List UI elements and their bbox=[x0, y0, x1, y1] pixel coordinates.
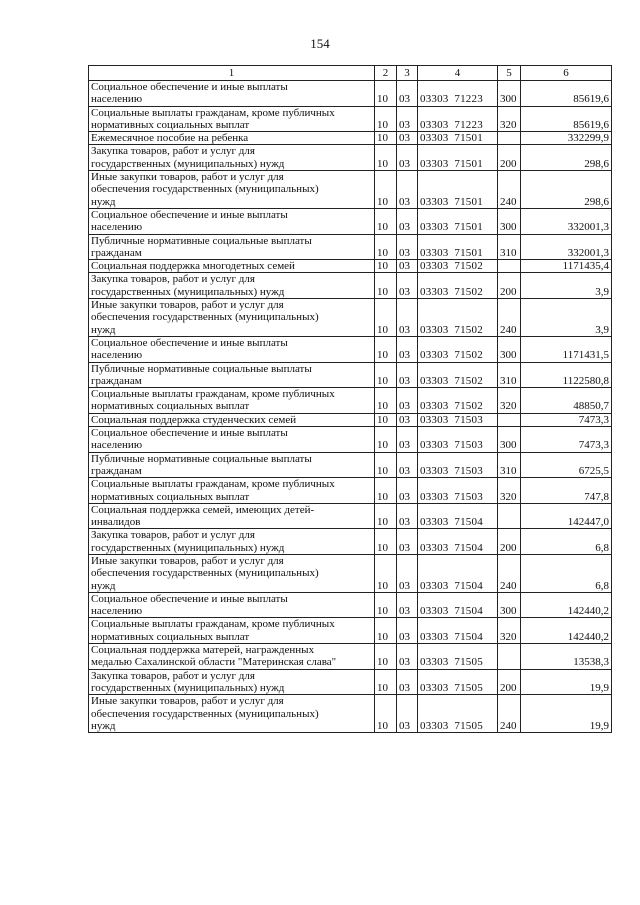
section-code-cell: 10 bbox=[375, 427, 397, 453]
row-name-line: нормативных социальных выплат bbox=[91, 400, 250, 413]
subsection-code-cell: 03 bbox=[397, 260, 418, 273]
row-name-line: Публичные нормативные социальные выплаты bbox=[91, 234, 312, 247]
expense-type-cell: 320 bbox=[498, 618, 521, 644]
target-article-cell: 03303 71223 bbox=[418, 81, 498, 107]
row-name-line: инвалидов bbox=[91, 516, 141, 529]
row-name-cell bbox=[89, 171, 375, 209]
amount-cell: 6,8 bbox=[521, 529, 612, 555]
target-article-cell: 03303 71502 bbox=[418, 362, 498, 388]
target-article-cell: 03303 71505 bbox=[418, 695, 498, 733]
target-article-cell: 03303 71504 bbox=[418, 618, 498, 644]
amount-cell: 7473,3 bbox=[521, 413, 612, 426]
target-article-cell: 03303 71501 bbox=[418, 234, 498, 260]
row-name-cell bbox=[89, 695, 375, 733]
row-name-cell bbox=[89, 554, 375, 592]
row-name-line: Социальное обеспечение и иные выплаты bbox=[91, 81, 288, 93]
row-name-line: государственных (муниципальных) нужд bbox=[91, 157, 285, 170]
subsection-code-cell: 03 bbox=[397, 478, 418, 504]
row-name-line: Социальная поддержка матерей, награжденных bbox=[91, 644, 315, 657]
row-name-line: нужд bbox=[91, 579, 116, 592]
subsection-code-cell: 03 bbox=[397, 273, 418, 299]
amount-cell: 1122580,8 bbox=[521, 362, 612, 388]
row-name-cell bbox=[89, 273, 375, 299]
row-name-line: гражданам bbox=[91, 464, 142, 477]
table-row bbox=[89, 362, 612, 388]
row-name-line: Публичные нормативные социальные выплаты bbox=[91, 362, 312, 375]
subsection-code-cell: 03 bbox=[397, 669, 418, 695]
subsection-code-cell: 03 bbox=[397, 413, 418, 426]
expense-type-cell: 200 bbox=[498, 273, 521, 299]
amount-cell: 332001,3 bbox=[521, 234, 612, 260]
subsection-code-cell: 03 bbox=[397, 452, 418, 478]
subsection-code-cell: 03 bbox=[397, 388, 418, 414]
row-name-line: Публичные нормативные социальные выплаты bbox=[91, 452, 312, 465]
row-name-cell bbox=[89, 618, 375, 644]
section-code-cell: 10 bbox=[375, 234, 397, 260]
subsection-code-cell: 03 bbox=[397, 81, 418, 107]
row-name-line: нормативных социальных выплат bbox=[91, 490, 250, 503]
row-name-line: государственных (муниципальных) нужд bbox=[91, 681, 285, 694]
target-article-cell: 03303 71501 bbox=[418, 132, 498, 145]
row-name-line: Социальное обеспечение и иные выплаты bbox=[91, 208, 288, 221]
subsection-code-cell: 03 bbox=[397, 171, 418, 209]
row-name-cell bbox=[89, 503, 375, 529]
target-article-cell: 03303 71502 bbox=[418, 260, 498, 273]
subsection-code-cell: 03 bbox=[397, 592, 418, 618]
amount-cell: 1171431,5 bbox=[521, 336, 612, 362]
row-name-line: Закупка товаров, работ и услуг для bbox=[91, 669, 255, 682]
amount-cell: 332299,9 bbox=[521, 132, 612, 145]
amount-cell: 298,6 bbox=[521, 171, 612, 209]
row-name-cell bbox=[89, 106, 375, 132]
column-header: 5 bbox=[498, 66, 521, 81]
table-row bbox=[89, 208, 612, 234]
subsection-code-cell: 03 bbox=[397, 336, 418, 362]
row-name-line: Социальные выплаты гражданам, кроме публичных bbox=[91, 618, 335, 631]
expense-type-cell: 310 bbox=[498, 452, 521, 478]
subsection-code-cell: 03 bbox=[397, 234, 418, 260]
table-row bbox=[89, 106, 612, 132]
table-row bbox=[89, 695, 612, 733]
target-article-cell: 03303 71502 bbox=[418, 299, 498, 337]
column-header: 3 bbox=[397, 66, 418, 81]
table-row bbox=[89, 388, 612, 414]
row-name-line: населению bbox=[91, 605, 143, 618]
section-code-cell: 10 bbox=[375, 273, 397, 299]
expense-type-cell: 240 bbox=[498, 695, 521, 733]
table-row bbox=[89, 452, 612, 478]
row-name-line: нормативных социальных выплат bbox=[91, 118, 250, 131]
amount-cell: 13538,3 bbox=[521, 644, 612, 670]
expense-type-cell: 300 bbox=[498, 208, 521, 234]
row-name-line: государственных (муниципальных) нужд bbox=[91, 285, 285, 298]
subsection-code-cell: 03 bbox=[397, 208, 418, 234]
amount-cell: 6,8 bbox=[521, 554, 612, 592]
target-article-cell: 03303 71503 bbox=[418, 413, 498, 426]
row-name-cell bbox=[89, 388, 375, 414]
row-name-line: медалью Сахалинской области "Материнская слава" bbox=[91, 656, 337, 669]
section-code-cell: 10 bbox=[375, 171, 397, 209]
row-name-line: Социальные выплаты гражданам, кроме публичных bbox=[91, 478, 335, 491]
row-name-line: Социальная поддержка студенческих семей bbox=[91, 413, 297, 426]
amount-cell: 747,8 bbox=[521, 478, 612, 504]
expense-type-cell: 300 bbox=[498, 81, 521, 107]
row-name-line: Иные закупки товаров, работ и услуг для bbox=[91, 695, 284, 708]
row-name-cell bbox=[89, 362, 375, 388]
row-name-line: обеспечения государственных (муниципальных) bbox=[91, 183, 319, 196]
row-name-line: нужд bbox=[91, 323, 116, 336]
table-row bbox=[89, 618, 612, 644]
amount-cell: 332001,3 bbox=[521, 208, 612, 234]
amount-cell: 19,9 bbox=[521, 669, 612, 695]
section-code-cell: 10 bbox=[375, 529, 397, 555]
column-header: 1 bbox=[89, 66, 375, 81]
subsection-code-cell: 03 bbox=[397, 503, 418, 529]
amount-cell: 298,6 bbox=[521, 145, 612, 171]
row-name-line: населению bbox=[91, 439, 143, 452]
amount-cell: 48850,7 bbox=[521, 388, 612, 414]
section-code-cell: 10 bbox=[375, 413, 397, 426]
row-name-line: Закупка товаров, работ и услуг для bbox=[91, 529, 255, 542]
section-code-cell: 10 bbox=[375, 452, 397, 478]
subsection-code-cell: 03 bbox=[397, 529, 418, 555]
amount-cell: 3,9 bbox=[521, 299, 612, 337]
subsection-code-cell: 03 bbox=[397, 299, 418, 337]
target-article-cell: 03303 71502 bbox=[418, 336, 498, 362]
subsection-code-cell: 03 bbox=[397, 554, 418, 592]
table-row bbox=[89, 669, 612, 695]
row-name-line: Социальное обеспечение и иные выплаты bbox=[91, 427, 288, 440]
table-row bbox=[89, 273, 612, 299]
row-name-line: гражданам bbox=[91, 374, 142, 387]
row-name-cell bbox=[89, 81, 375, 107]
table-row bbox=[89, 336, 612, 362]
subsection-code-cell: 03 bbox=[397, 644, 418, 670]
expense-type-cell: 320 bbox=[498, 388, 521, 414]
section-code-cell: 10 bbox=[375, 695, 397, 733]
expense-type-cell: 300 bbox=[498, 336, 521, 362]
target-article-cell: 03303 71502 bbox=[418, 388, 498, 414]
table-row bbox=[89, 234, 612, 260]
table-row bbox=[89, 413, 612, 426]
table-row bbox=[89, 503, 612, 529]
row-name-cell bbox=[89, 452, 375, 478]
row-name-line: обеспечения государственных (муниципальных) bbox=[91, 707, 319, 720]
table-row bbox=[89, 478, 612, 504]
section-code-cell: 10 bbox=[375, 592, 397, 618]
row-name-line: обеспечения государственных (муниципальных) bbox=[91, 311, 319, 324]
expense-type-cell: 310 bbox=[498, 362, 521, 388]
amount-cell: 3,9 bbox=[521, 273, 612, 299]
budget-table bbox=[88, 65, 612, 733]
target-article-cell: 03303 71505 bbox=[418, 669, 498, 695]
amount-cell: 7473,3 bbox=[521, 427, 612, 453]
row-name-line: Иные закупки товаров, работ и услуг для bbox=[91, 299, 284, 312]
expense-type-cell bbox=[498, 413, 521, 426]
expense-type-cell: 320 bbox=[498, 106, 521, 132]
expense-type-cell bbox=[498, 132, 521, 145]
expense-type-cell bbox=[498, 503, 521, 529]
row-name-line: Социальная поддержка семей, имеющих детей- bbox=[91, 503, 315, 516]
target-article-cell: 03303 71503 bbox=[418, 452, 498, 478]
amount-cell: 19,9 bbox=[521, 695, 612, 733]
target-article-cell: 03303 71502 bbox=[418, 273, 498, 299]
section-code-cell: 10 bbox=[375, 260, 397, 273]
target-article-cell: 03303 71501 bbox=[418, 208, 498, 234]
column-header: 4 bbox=[418, 66, 498, 81]
target-article-cell: 03303 71504 bbox=[418, 529, 498, 555]
section-code-cell: 10 bbox=[375, 618, 397, 644]
row-name-line: Иные закупки товаров, работ и услуг для bbox=[91, 171, 284, 184]
target-article-cell: 03303 71501 bbox=[418, 145, 498, 171]
subsection-code-cell: 03 bbox=[397, 145, 418, 171]
expense-type-cell: 200 bbox=[498, 669, 521, 695]
target-article-cell: 03303 71504 bbox=[418, 592, 498, 618]
section-code-cell: 10 bbox=[375, 81, 397, 107]
table-row bbox=[89, 427, 612, 453]
expense-type-cell: 240 bbox=[498, 171, 521, 209]
row-name-line: Иные закупки товаров, работ и услуг для bbox=[91, 554, 284, 567]
section-code-cell: 10 bbox=[375, 132, 397, 145]
subsection-code-cell: 03 bbox=[397, 695, 418, 733]
subsection-code-cell: 03 bbox=[397, 618, 418, 644]
expense-type-cell: 240 bbox=[498, 299, 521, 337]
row-name-cell bbox=[89, 427, 375, 453]
table-row bbox=[89, 145, 612, 171]
row-name-cell bbox=[89, 644, 375, 670]
section-code-cell: 10 bbox=[375, 106, 397, 132]
expense-type-cell: 320 bbox=[498, 478, 521, 504]
target-article-cell: 03303 71504 bbox=[418, 503, 498, 529]
expense-type-cell: 200 bbox=[498, 529, 521, 555]
target-article-cell: 03303 71503 bbox=[418, 427, 498, 453]
row-name-cell bbox=[89, 260, 375, 273]
section-code-cell: 10 bbox=[375, 644, 397, 670]
target-article-cell: 03303 71223 bbox=[418, 106, 498, 132]
row-name-cell bbox=[89, 529, 375, 555]
amount-cell: 1171435,4 bbox=[521, 260, 612, 273]
amount-cell: 142440,2 bbox=[521, 618, 612, 644]
section-code-cell: 10 bbox=[375, 669, 397, 695]
column-header: 2 bbox=[375, 66, 397, 81]
amount-cell: 6725,5 bbox=[521, 452, 612, 478]
row-name-line: Закупка товаров, работ и услуг для bbox=[91, 273, 255, 286]
subsection-code-cell: 03 bbox=[397, 362, 418, 388]
target-article-cell: 03303 71503 bbox=[418, 478, 498, 504]
row-name-line: Социальное обеспечение и иные выплаты bbox=[91, 336, 288, 349]
row-name-line: населению bbox=[91, 221, 143, 234]
table-header-row bbox=[89, 66, 612, 81]
row-name-line: нужд bbox=[91, 195, 116, 208]
amount-cell: 85619,6 bbox=[521, 106, 612, 132]
row-name-line: Ежемесячное пособие на ребенка bbox=[91, 132, 249, 145]
row-name-line: Социальные выплаты гражданам, кроме публичных bbox=[91, 106, 335, 119]
amount-cell: 142440,2 bbox=[521, 592, 612, 618]
column-header: 6 bbox=[521, 66, 612, 81]
section-code-cell: 10 bbox=[375, 388, 397, 414]
section-code-cell: 10 bbox=[375, 554, 397, 592]
amount-cell: 142447,0 bbox=[521, 503, 612, 529]
row-name-line: государственных (муниципальных) нужд bbox=[91, 541, 285, 554]
row-name-cell bbox=[89, 145, 375, 171]
row-name-cell bbox=[89, 592, 375, 618]
row-name-cell bbox=[89, 208, 375, 234]
target-article-cell: 03303 71504 bbox=[418, 554, 498, 592]
row-name-cell bbox=[89, 299, 375, 337]
table-row bbox=[89, 299, 612, 337]
expense-type-cell: 300 bbox=[498, 592, 521, 618]
table-row bbox=[89, 592, 612, 618]
subsection-code-cell: 03 bbox=[397, 132, 418, 145]
row-name-line: населению bbox=[91, 93, 143, 106]
row-name-line: Закупка товаров, работ и услуг для bbox=[91, 145, 255, 158]
amount-cell: 85619,6 bbox=[521, 81, 612, 107]
expense-type-cell bbox=[498, 644, 521, 670]
row-name-line: нужд bbox=[91, 719, 116, 732]
row-name-line: Социальные выплаты гражданам, кроме публичных bbox=[91, 388, 335, 401]
row-name-line: обеспечения государственных (муниципальных) bbox=[91, 567, 319, 580]
expense-type-cell bbox=[498, 260, 521, 273]
row-name-cell bbox=[89, 132, 375, 145]
expense-type-cell: 310 bbox=[498, 234, 521, 260]
row-name-cell bbox=[89, 234, 375, 260]
table-row bbox=[89, 81, 612, 107]
row-name-line: гражданам bbox=[91, 246, 142, 259]
target-article-cell: 03303 71501 bbox=[418, 171, 498, 209]
target-article-cell: 03303 71505 bbox=[418, 644, 498, 670]
table-row bbox=[89, 644, 612, 670]
table-row bbox=[89, 132, 612, 145]
section-code-cell: 10 bbox=[375, 503, 397, 529]
row-name-line: населению bbox=[91, 349, 143, 362]
expense-type-cell: 240 bbox=[498, 554, 521, 592]
row-name-cell bbox=[89, 478, 375, 504]
row-name-cell bbox=[89, 413, 375, 426]
page-number: 154 bbox=[310, 36, 330, 51]
section-code-cell: 10 bbox=[375, 208, 397, 234]
expense-type-cell: 200 bbox=[498, 145, 521, 171]
section-code-cell: 10 bbox=[375, 362, 397, 388]
table-row bbox=[89, 171, 612, 209]
section-code-cell: 10 bbox=[375, 299, 397, 337]
row-name-line: нормативных социальных выплат bbox=[91, 630, 250, 643]
section-code-cell: 10 bbox=[375, 336, 397, 362]
table-row bbox=[89, 260, 612, 273]
row-name-line: Социальное обеспечение и иные выплаты bbox=[91, 592, 288, 605]
section-code-cell: 10 bbox=[375, 145, 397, 171]
subsection-code-cell: 03 bbox=[397, 427, 418, 453]
table-row bbox=[89, 554, 612, 592]
table-row bbox=[89, 529, 612, 555]
row-name-line: Социальная поддержка многодетных семей bbox=[91, 260, 295, 273]
row-name-cell bbox=[89, 336, 375, 362]
section-code-cell: 10 bbox=[375, 478, 397, 504]
subsection-code-cell: 03 bbox=[397, 106, 418, 132]
row-name-cell bbox=[89, 669, 375, 695]
expense-type-cell: 300 bbox=[498, 427, 521, 453]
